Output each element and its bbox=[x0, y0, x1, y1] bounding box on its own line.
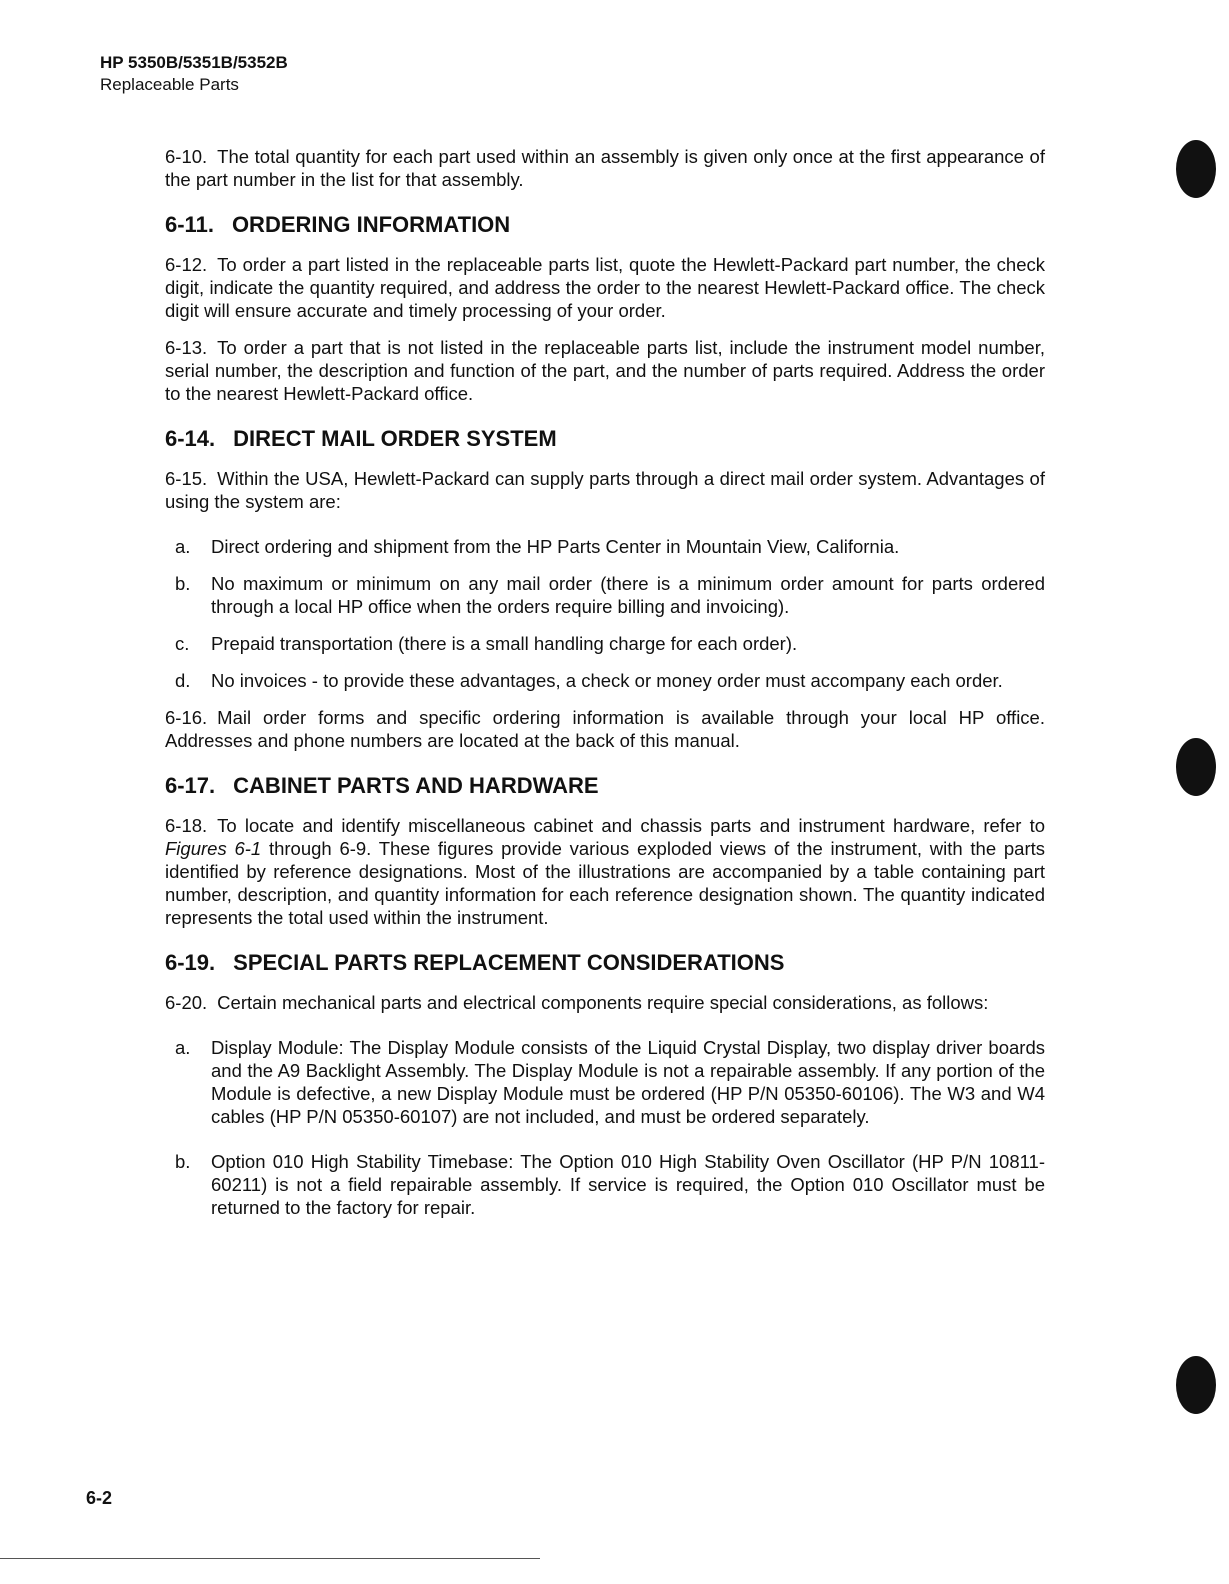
list-letter: c. bbox=[175, 633, 190, 654]
list-item bbox=[165, 1150, 1045, 1219]
heading-title: CABINET PARTS AND HARDWARE bbox=[233, 773, 599, 798]
paragraph-number: 6-16. bbox=[165, 707, 208, 728]
list-letter: a. bbox=[175, 1037, 191, 1058]
list-text: Option 010 High Stability Timebase: The Option 010 High Stability Oven Oscillator (HP P/N 10811-60211) is not a field repairable assembly. If service is required, the Option 010 Oscillator must be returned to the factory for repair. bbox=[211, 1151, 1045, 1218]
heading-number: 6-14. bbox=[165, 426, 216, 451]
heading-title: ORDERING INFORMATION bbox=[231, 212, 511, 237]
paragraph-6-15 bbox=[165, 467, 1045, 513]
paragraph-6-20 bbox=[165, 991, 1045, 1014]
binder-hole-bottom bbox=[1176, 1356, 1216, 1414]
paragraph-text: To order a part that is not listed in the replaceable parts list, include the instrument model number, serial number, the description and function of the part, and the number of parts required. Address the order to the nearest Hewlett-Packard office. bbox=[165, 337, 1045, 404]
paragraph-number: 6-10. bbox=[165, 146, 208, 167]
paragraph-number: 6-13. bbox=[165, 337, 208, 358]
list-text: Display Module: The Display Module consists of the Liquid Crystal Display, two display driver boards and the A9 Backlight Assembly. The Display Module is not a repairable assembly. If any portion of the Module is defective, a new Display Module must be ordered (HP P/N 05350-60106). The W3 and W4 cables (HP P/N 05350-60107) are not included, and must be ordered separately. bbox=[211, 1037, 1045, 1127]
list-item bbox=[165, 632, 1045, 655]
heading-number: 6-19. bbox=[165, 950, 216, 975]
heading-cabinet-parts-and-hardware bbox=[165, 772, 1045, 800]
paragraph-text: The total quantity for each part used within an assembly is given only once at the first appearance of the part number in the list for that assembly. bbox=[165, 146, 1045, 190]
paragraph-text: Within the USA, Hewlett-Packard can supply parts through a direct mail order system. Advantages of using the system are: bbox=[165, 468, 1045, 512]
list-item bbox=[165, 572, 1045, 618]
advantages-list bbox=[165, 535, 1045, 692]
running-header bbox=[100, 52, 288, 96]
model-title: HP 5350B/5351B/5352B bbox=[100, 53, 288, 72]
heading-number: 6-17. bbox=[165, 773, 216, 798]
list-letter: a. bbox=[175, 536, 191, 557]
binder-hole-top bbox=[1176, 140, 1216, 198]
paragraph-text: Certain mechanical parts and electrical components require special considerations, as follows: bbox=[217, 992, 989, 1013]
paragraph-6-12 bbox=[165, 253, 1045, 322]
binder-hole-middle bbox=[1176, 738, 1216, 796]
list-letter: b. bbox=[175, 573, 191, 594]
heading-special-parts-replacement bbox=[165, 949, 1045, 977]
paragraph-6-18 bbox=[165, 814, 1045, 929]
list-text: No maximum or minimum on any mail order (there is a minimum order amount for parts ordered through a local HP office when the orders require billing and invoicing). bbox=[211, 573, 1045, 617]
heading-number: 6-11. bbox=[165, 212, 214, 237]
list-text: No invoices - to provide these advantages, a check or money order must accompany each order. bbox=[211, 670, 1003, 691]
heading-ordering-information bbox=[165, 211, 1045, 239]
list-item bbox=[165, 535, 1045, 558]
page-number: 6-2 bbox=[86, 1488, 113, 1508]
paragraph-number: 6-20. bbox=[165, 992, 208, 1013]
bottom-rule bbox=[0, 1558, 540, 1559]
body-content bbox=[165, 145, 1045, 1233]
paragraph-6-13 bbox=[165, 336, 1045, 405]
heading-direct-mail-order-system bbox=[165, 425, 1045, 453]
paragraph-number: 6-18. bbox=[165, 815, 208, 836]
paragraph-6-16 bbox=[165, 706, 1045, 752]
paragraph-text: To order a part listed in the replaceable parts list, quote the Hewlett-Packard part number, the check digit, indicate the quantity required, and address the order to the nearest Hewlett-Packard office. The check digit will ensure accurate and timely processing of your order. bbox=[165, 254, 1045, 321]
heading-title: SPECIAL PARTS REPLACEMENT CONSIDERATIONS bbox=[233, 950, 785, 975]
list-item bbox=[165, 1036, 1045, 1128]
list-item bbox=[165, 669, 1045, 692]
list-text: Prepaid transportation (there is a small handling charge for each order). bbox=[211, 633, 798, 654]
figure-reference: Figures 6-1 bbox=[165, 838, 262, 859]
list-letter: b. bbox=[175, 1151, 191, 1172]
paragraph-text: Mail order forms and specific ordering information is available through your local HP office. Addresses and phone numbers are located at the back of this manual. bbox=[165, 707, 1045, 751]
list-text: Direct ordering and shipment from the HP Parts Center in Mountain View, California. bbox=[211, 536, 900, 557]
paragraph-text-b: through 6-9. These figures provide various exploded views of the instrument, with the parts identified by reference designations. Most of the illustrations are accompanied by a table containing part number, description, and quantity information for each reference designation shown. The quantity indicated represents the total used within the instrument. bbox=[165, 838, 1046, 928]
paragraph-number: 6-12. bbox=[165, 254, 208, 275]
paragraph-text-a: To locate and identify miscellaneous cabinet and chassis parts and instrument hardware, refer to bbox=[217, 815, 1045, 836]
heading-title: DIRECT MAIL ORDER SYSTEM bbox=[233, 426, 557, 451]
section-subtitle: Replaceable Parts bbox=[100, 75, 239, 94]
paragraph-6-10 bbox=[165, 145, 1045, 191]
list-letter: d. bbox=[175, 670, 191, 691]
special-considerations-list bbox=[165, 1036, 1045, 1219]
paragraph-number: 6-15. bbox=[165, 468, 208, 489]
